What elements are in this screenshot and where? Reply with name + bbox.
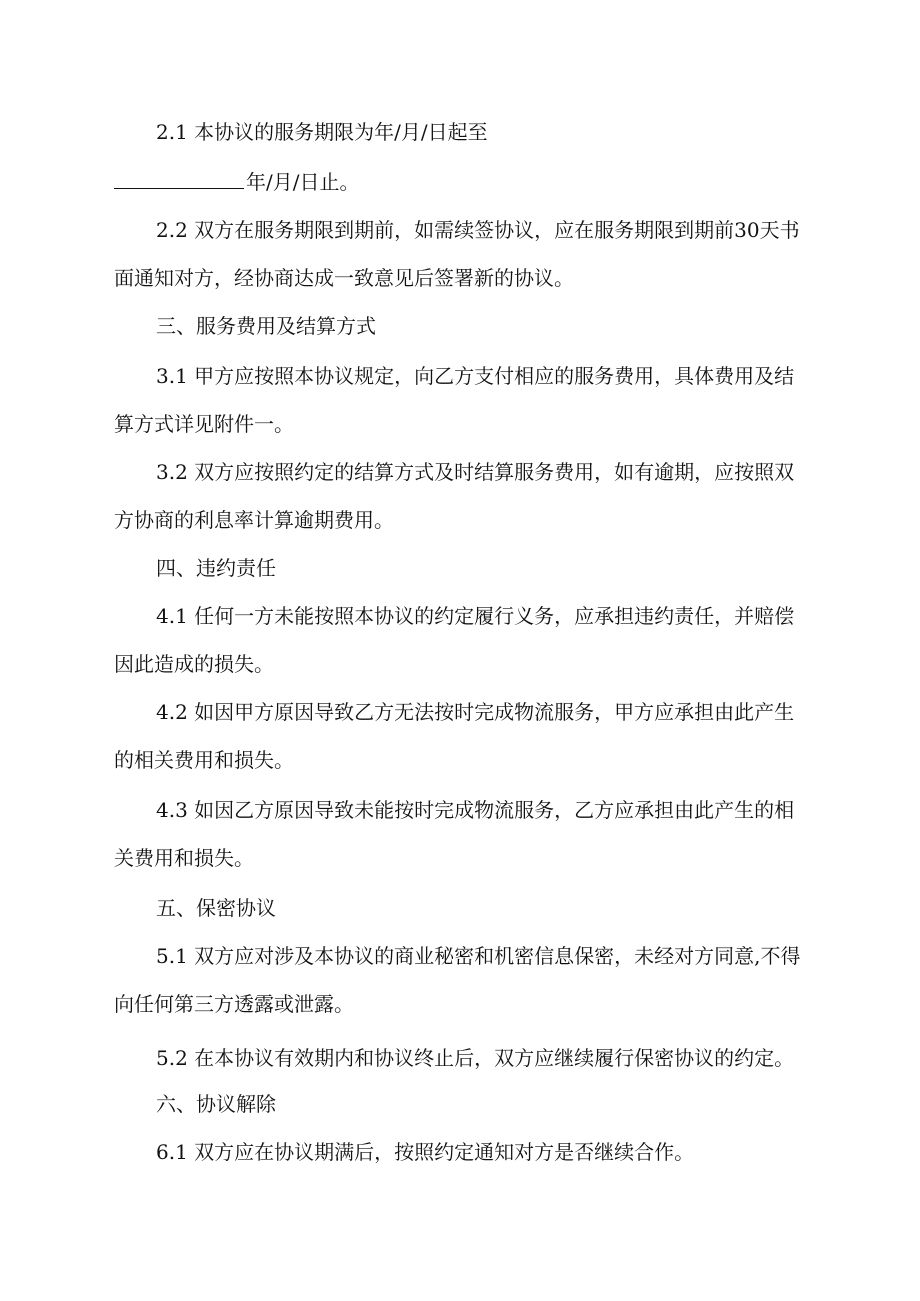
date-blank [114, 170, 244, 189]
clause-4-3-line1: 4.3 如因乙方原因导致未能按时完成物流服务，乙方应承担由此产生的相 [156, 798, 795, 822]
clause-5-1-line2: 向任何第三方透露或泄露。 [114, 992, 354, 1016]
clause-6-1: 6.1 双方应在协议期满后，按照约定通知对方是否继续合作。 [156, 1140, 695, 1164]
clause-3-2-line1: 3.2 双方应按照约定的结算方式及时结算服务费用，如有逾期，应按照双 [156, 460, 795, 484]
clause-4-2-line1: 4.2 如因甲方原因导致乙方无法按时完成物流服务，甲方应承担由此产生 [156, 700, 795, 724]
clause-2-1-line2 [114, 168, 359, 196]
clause-2-1-line1: 2.1 本协议的服务期限为年/月/日起至 [156, 120, 488, 144]
clause-4-1-line1: 4.1 任何一方未能按照本协议的约定履行义务，应承担违约责任，并赔偿 [156, 604, 795, 628]
clause-4-1-line2: 因此造成的损失。 [114, 652, 274, 676]
clause-3-1-line1: 3.1 甲方应按照本协议规定，向乙方支付相应的服务费用，具体费用及结 [156, 364, 795, 388]
section-heading-6: 六、协议解除 [156, 1092, 276, 1116]
clause-4-3-line2: 关费用和损失。 [114, 846, 254, 870]
clause-5-1-line1: 5.1 双方应对涉及本协议的商业秘密和机密信息保密，未经对方同意,不得 [156, 944, 801, 968]
clause-2-1-line2-text: 年/月/日止。 [246, 170, 360, 194]
clause-3-1-line2: 算方式详见附件一。 [114, 412, 294, 436]
clause-3-2-line2: 方协商的利息率计算逾期费用。 [114, 508, 394, 532]
section-heading-4: 四、违约责任 [156, 556, 276, 580]
clause-2-2-line1: 2.2 双方在服务期限到期前，如需续签协议，应在服务期限到期前30天书 [156, 218, 800, 242]
clause-2-2-line2: 面通知对方，经协商达成一致意见后签署新的协议。 [114, 266, 574, 290]
section-heading-3: 三、服务费用及结算方式 [156, 314, 376, 338]
clause-4-2-line2: 的相关费用和损失。 [114, 748, 294, 772]
clause-5-2: 5.2 在本协议有效期内和协议终止后，双方应继续履行保密协议的约定。 [156, 1046, 795, 1070]
section-heading-5: 五、保密协议 [156, 896, 276, 920]
